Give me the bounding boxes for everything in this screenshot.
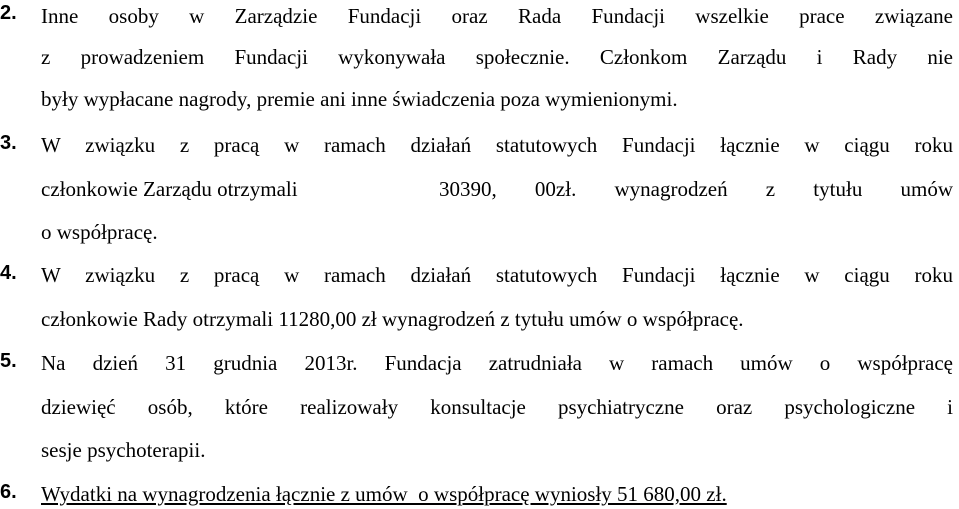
paragraph-line: członkowie Rady otrzymali 11280,00 zł wynagrodzeń z tytułu umów o współpracę.: [41, 307, 744, 331]
paragraph-line: o współpracę.: [41, 220, 158, 244]
item-number: 3.: [0, 132, 17, 154]
paragraph-line: były wypłacane nagrody, premie ani inne świadczenia poza wymienionymi.: [41, 87, 678, 111]
item-number: 6.: [0, 481, 17, 503]
paragraph-line: Wydatki na wynagrodzenia łącznie z umów o współpracę wyniosły 51 680,00 zł.: [41, 482, 727, 506]
paragraph-line: członkowie Zarządu otrzymali: [41, 177, 298, 201]
paragraph-line: W związku z pracą w ramach działań statutowych Fundacji łącznie w ciągu roku: [41, 133, 953, 157]
paragraph-line: 30390, 00zł. wynagrodzeń z tytułu umów: [439, 177, 953, 201]
paragraph-line: dziewięć osób, które realizowały konsultacje psychiatryczne oraz psychologiczne i: [41, 395, 953, 419]
item-number: 2.: [0, 2, 17, 24]
item-number: 4.: [0, 262, 17, 284]
paragraph-line: Inne osoby w Zarządzie Fundacji oraz Rada Fundacji wszelkie prace związane: [41, 4, 953, 28]
item-number: 5.: [0, 350, 17, 372]
paragraph-line: z prowadzeniem Fundacji wykonywała społecznie. Członkom Zarządu i Rady nie: [41, 45, 953, 69]
paragraph-line: Na dzień 31 grudnia 2013r. Fundacja zatrudniała w ramach umów o współpracę: [41, 351, 953, 375]
paragraph-line: W związku z pracą w ramach działań statutowych Fundacji łącznie w ciągu roku: [41, 263, 953, 287]
paragraph-line: sesje psychoterapii.: [41, 438, 206, 462]
